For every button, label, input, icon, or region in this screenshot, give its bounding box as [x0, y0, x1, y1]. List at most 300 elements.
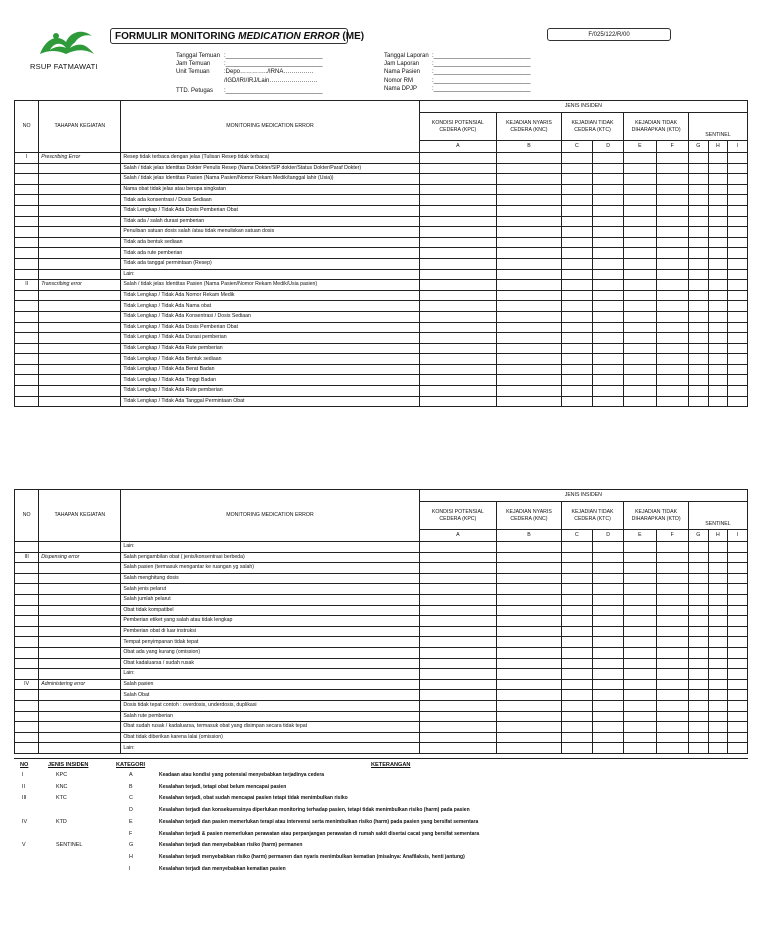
check-cell[interactable]	[656, 658, 688, 669]
check-cell[interactable]	[593, 290, 624, 301]
check-cell[interactable]	[688, 311, 708, 322]
check-cell[interactable]	[419, 647, 496, 658]
check-cell[interactable]	[497, 563, 562, 574]
check-cell[interactable]	[688, 711, 708, 722]
check-cell[interactable]	[708, 396, 728, 407]
check-cell[interactable]	[688, 269, 708, 280]
check-cell[interactable]	[688, 679, 708, 690]
check-cell[interactable]	[728, 364, 748, 375]
check-cell[interactable]	[624, 205, 656, 216]
check-cell[interactable]	[497, 552, 562, 563]
check-cell[interactable]	[688, 552, 708, 563]
check-cell[interactable]	[728, 227, 748, 238]
check-cell[interactable]	[624, 290, 656, 301]
check-cell[interactable]	[497, 195, 562, 206]
check-cell[interactable]	[624, 248, 656, 259]
check-cell[interactable]	[561, 153, 592, 164]
check-cell[interactable]	[593, 184, 624, 195]
check-cell[interactable]	[656, 605, 688, 616]
check-cell[interactable]	[593, 626, 624, 637]
check-cell[interactable]	[728, 658, 748, 669]
check-cell[interactable]	[708, 301, 728, 312]
check-cell[interactable]	[688, 322, 708, 333]
check-cell[interactable]	[561, 184, 592, 195]
check-cell[interactable]	[593, 153, 624, 164]
check-cell[interactable]	[728, 679, 748, 690]
check-cell[interactable]	[728, 594, 748, 605]
check-cell[interactable]	[593, 573, 624, 584]
check-cell[interactable]	[688, 616, 708, 627]
check-cell[interactable]	[656, 343, 688, 354]
check-cell[interactable]	[656, 227, 688, 238]
check-cell[interactable]	[419, 732, 496, 743]
check-cell[interactable]	[624, 333, 656, 344]
check-cell[interactable]	[624, 679, 656, 690]
check-cell[interactable]	[561, 563, 592, 574]
check-cell[interactable]	[593, 364, 624, 375]
check-cell[interactable]	[497, 637, 562, 648]
check-cell[interactable]	[593, 269, 624, 280]
check-cell[interactable]	[497, 679, 562, 690]
check-cell[interactable]	[419, 584, 496, 595]
check-cell[interactable]	[497, 354, 562, 365]
check-cell[interactable]	[593, 616, 624, 627]
check-cell[interactable]	[593, 322, 624, 333]
check-cell[interactable]	[688, 227, 708, 238]
check-cell[interactable]	[419, 637, 496, 648]
check-cell[interactable]	[688, 573, 708, 584]
check-cell[interactable]	[624, 269, 656, 280]
check-cell[interactable]	[624, 573, 656, 584]
check-cell[interactable]	[497, 163, 562, 174]
check-cell[interactable]	[561, 647, 592, 658]
check-cell[interactable]	[419, 669, 496, 680]
check-cell[interactable]	[624, 700, 656, 711]
check-cell[interactable]	[593, 227, 624, 238]
check-cell[interactable]	[624, 174, 656, 185]
check-cell[interactable]	[561, 333, 592, 344]
check-cell[interactable]	[419, 386, 496, 397]
check-cell[interactable]	[708, 722, 728, 733]
check-cell[interactable]	[688, 343, 708, 354]
check-cell[interactable]	[656, 311, 688, 322]
check-cell[interactable]	[497, 248, 562, 259]
check-cell[interactable]	[688, 195, 708, 206]
check-cell[interactable]	[624, 163, 656, 174]
check-cell[interactable]	[624, 301, 656, 312]
check-cell[interactable]	[656, 216, 688, 227]
check-cell[interactable]	[688, 732, 708, 743]
check-cell[interactable]	[561, 258, 592, 269]
check-cell[interactable]	[728, 396, 748, 407]
check-cell[interactable]	[688, 301, 708, 312]
check-cell[interactable]	[708, 584, 728, 595]
check-cell[interactable]	[656, 205, 688, 216]
check-cell[interactable]	[497, 386, 562, 397]
check-cell[interactable]	[624, 354, 656, 365]
check-cell[interactable]	[419, 743, 496, 754]
check-cell[interactable]	[728, 375, 748, 386]
check-cell[interactable]	[656, 542, 688, 553]
check-cell[interactable]	[497, 542, 562, 553]
check-cell[interactable]	[593, 386, 624, 397]
check-cell[interactable]	[728, 732, 748, 743]
check-cell[interactable]	[708, 184, 728, 195]
check-cell[interactable]	[656, 258, 688, 269]
check-cell[interactable]	[656, 184, 688, 195]
check-cell[interactable]	[593, 542, 624, 553]
check-cell[interactable]	[419, 205, 496, 216]
check-cell[interactable]	[497, 626, 562, 637]
check-cell[interactable]	[624, 311, 656, 322]
check-cell[interactable]	[688, 542, 708, 553]
check-cell[interactable]	[688, 647, 708, 658]
check-cell[interactable]	[624, 722, 656, 733]
check-cell[interactable]	[656, 375, 688, 386]
check-cell[interactable]	[593, 333, 624, 344]
check-cell[interactable]	[624, 563, 656, 574]
check-cell[interactable]	[624, 616, 656, 627]
check-cell[interactable]	[419, 700, 496, 711]
check-cell[interactable]	[708, 552, 728, 563]
check-cell[interactable]	[728, 301, 748, 312]
check-cell[interactable]	[561, 290, 592, 301]
check-cell[interactable]	[708, 153, 728, 164]
check-cell[interactable]	[497, 258, 562, 269]
check-cell[interactable]	[561, 732, 592, 743]
check-cell[interactable]	[728, 616, 748, 627]
check-cell[interactable]	[593, 605, 624, 616]
check-cell[interactable]	[593, 647, 624, 658]
check-cell[interactable]	[728, 354, 748, 365]
check-cell[interactable]	[656, 290, 688, 301]
check-cell[interactable]	[688, 626, 708, 637]
check-cell[interactable]	[708, 669, 728, 680]
check-cell[interactable]	[624, 153, 656, 164]
check-cell[interactable]	[656, 669, 688, 680]
check-cell[interactable]	[561, 216, 592, 227]
check-cell[interactable]	[708, 711, 728, 722]
check-cell[interactable]	[497, 743, 562, 754]
check-cell[interactable]	[561, 679, 592, 690]
check-cell[interactable]	[708, 269, 728, 280]
check-cell[interactable]	[656, 269, 688, 280]
check-cell[interactable]	[688, 364, 708, 375]
check-cell[interactable]	[624, 552, 656, 563]
check-cell[interactable]	[419, 333, 496, 344]
check-cell[interactable]	[419, 216, 496, 227]
check-cell[interactable]	[593, 301, 624, 312]
check-cell[interactable]	[708, 354, 728, 365]
check-cell[interactable]	[593, 237, 624, 248]
check-cell[interactable]	[688, 722, 708, 733]
check-cell[interactable]	[656, 637, 688, 648]
check-cell[interactable]	[656, 700, 688, 711]
check-cell[interactable]	[624, 647, 656, 658]
check-cell[interactable]	[419, 280, 496, 291]
check-cell[interactable]	[708, 743, 728, 754]
check-cell[interactable]	[708, 594, 728, 605]
check-cell[interactable]	[728, 237, 748, 248]
check-cell[interactable]	[728, 711, 748, 722]
check-cell[interactable]	[728, 542, 748, 553]
check-cell[interactable]	[708, 679, 728, 690]
check-cell[interactable]	[419, 322, 496, 333]
check-cell[interactable]	[593, 258, 624, 269]
check-cell[interactable]	[624, 375, 656, 386]
check-cell[interactable]	[688, 563, 708, 574]
check-cell[interactable]	[728, 258, 748, 269]
check-cell[interactable]	[624, 732, 656, 743]
check-cell[interactable]	[561, 269, 592, 280]
check-cell[interactable]	[419, 153, 496, 164]
check-cell[interactable]	[497, 584, 562, 595]
check-cell[interactable]	[497, 573, 562, 584]
check-cell[interactable]	[728, 743, 748, 754]
check-cell[interactable]	[497, 396, 562, 407]
check-cell[interactable]	[419, 679, 496, 690]
check-cell[interactable]	[561, 364, 592, 375]
check-cell[interactable]	[728, 216, 748, 227]
check-cell[interactable]	[656, 573, 688, 584]
check-cell[interactable]	[708, 258, 728, 269]
check-cell[interactable]	[688, 280, 708, 291]
check-cell[interactable]	[561, 227, 592, 238]
check-cell[interactable]	[728, 637, 748, 648]
check-cell[interactable]	[419, 269, 496, 280]
check-cell[interactable]	[708, 637, 728, 648]
check-cell[interactable]	[497, 216, 562, 227]
check-cell[interactable]	[593, 205, 624, 216]
check-cell[interactable]	[708, 605, 728, 616]
check-cell[interactable]	[708, 563, 728, 574]
check-cell[interactable]	[688, 205, 708, 216]
check-cell[interactable]	[561, 375, 592, 386]
check-cell[interactable]	[624, 227, 656, 238]
check-cell[interactable]	[624, 637, 656, 648]
check-cell[interactable]	[656, 248, 688, 259]
check-cell[interactable]	[688, 637, 708, 648]
check-cell[interactable]	[656, 711, 688, 722]
check-cell[interactable]	[728, 584, 748, 595]
check-cell[interactable]	[656, 584, 688, 595]
check-cell[interactable]	[497, 205, 562, 216]
check-cell[interactable]	[497, 269, 562, 280]
check-cell[interactable]	[497, 343, 562, 354]
check-cell[interactable]	[561, 542, 592, 553]
check-cell[interactable]	[708, 205, 728, 216]
check-cell[interactable]	[593, 248, 624, 259]
check-cell[interactable]	[561, 322, 592, 333]
check-cell[interactable]	[561, 354, 592, 365]
check-cell[interactable]	[497, 375, 562, 386]
check-cell[interactable]	[688, 153, 708, 164]
check-cell[interactable]	[728, 647, 748, 658]
check-cell[interactable]	[419, 184, 496, 195]
check-cell[interactable]	[419, 722, 496, 733]
check-cell[interactable]	[656, 563, 688, 574]
check-cell[interactable]	[656, 174, 688, 185]
check-cell[interactable]	[419, 195, 496, 206]
check-cell[interactable]	[419, 258, 496, 269]
check-cell[interactable]	[624, 216, 656, 227]
check-cell[interactable]	[497, 237, 562, 248]
check-cell[interactable]	[497, 364, 562, 375]
check-cell[interactable]	[728, 311, 748, 322]
check-cell[interactable]	[656, 354, 688, 365]
check-cell[interactable]	[688, 594, 708, 605]
check-cell[interactable]	[561, 163, 592, 174]
check-cell[interactable]	[419, 375, 496, 386]
check-cell[interactable]	[708, 216, 728, 227]
check-cell[interactable]	[728, 386, 748, 397]
check-cell[interactable]	[593, 375, 624, 386]
check-cell[interactable]	[656, 301, 688, 312]
check-cell[interactable]	[708, 248, 728, 259]
check-cell[interactable]	[656, 626, 688, 637]
check-cell[interactable]	[593, 722, 624, 733]
check-cell[interactable]	[497, 658, 562, 669]
check-cell[interactable]	[419, 658, 496, 669]
check-cell[interactable]	[593, 637, 624, 648]
check-cell[interactable]	[593, 311, 624, 322]
check-cell[interactable]	[688, 248, 708, 259]
check-cell[interactable]	[561, 205, 592, 216]
check-cell[interactable]	[593, 552, 624, 563]
check-cell[interactable]	[497, 301, 562, 312]
check-cell[interactable]	[728, 690, 748, 701]
check-cell[interactable]	[656, 679, 688, 690]
check-cell[interactable]	[497, 605, 562, 616]
check-cell[interactable]	[419, 605, 496, 616]
check-cell[interactable]	[656, 364, 688, 375]
check-cell[interactable]	[728, 700, 748, 711]
check-cell[interactable]	[728, 184, 748, 195]
check-cell[interactable]	[624, 690, 656, 701]
check-cell[interactable]	[656, 195, 688, 206]
check-cell[interactable]	[728, 163, 748, 174]
check-cell[interactable]	[593, 280, 624, 291]
check-cell[interactable]	[497, 311, 562, 322]
check-cell[interactable]	[561, 248, 592, 259]
check-cell[interactable]	[624, 280, 656, 291]
check-cell[interactable]	[708, 174, 728, 185]
check-cell[interactable]	[624, 605, 656, 616]
check-cell[interactable]	[419, 552, 496, 563]
check-cell[interactable]	[708, 364, 728, 375]
check-cell[interactable]	[561, 174, 592, 185]
check-cell[interactable]	[497, 616, 562, 627]
check-cell[interactable]	[624, 237, 656, 248]
check-cell[interactable]	[419, 563, 496, 574]
check-cell[interactable]	[497, 722, 562, 733]
check-cell[interactable]	[497, 711, 562, 722]
check-cell[interactable]	[624, 396, 656, 407]
check-cell[interactable]	[593, 700, 624, 711]
check-cell[interactable]	[497, 280, 562, 291]
check-cell[interactable]	[624, 669, 656, 680]
check-cell[interactable]	[419, 364, 496, 375]
check-cell[interactable]	[656, 647, 688, 658]
check-cell[interactable]	[688, 743, 708, 754]
check-cell[interactable]	[497, 333, 562, 344]
check-cell[interactable]	[688, 690, 708, 701]
check-cell[interactable]	[624, 711, 656, 722]
check-cell[interactable]	[656, 616, 688, 627]
check-cell[interactable]	[561, 573, 592, 584]
check-cell[interactable]	[708, 647, 728, 658]
check-cell[interactable]	[624, 386, 656, 397]
check-cell[interactable]	[419, 174, 496, 185]
check-cell[interactable]	[419, 626, 496, 637]
check-cell[interactable]	[624, 343, 656, 354]
check-cell[interactable]	[728, 248, 748, 259]
check-cell[interactable]	[593, 343, 624, 354]
check-cell[interactable]	[708, 626, 728, 637]
check-cell[interactable]	[593, 396, 624, 407]
check-cell[interactable]	[708, 333, 728, 344]
check-cell[interactable]	[708, 700, 728, 711]
check-cell[interactable]	[688, 216, 708, 227]
check-cell[interactable]	[688, 184, 708, 195]
check-cell[interactable]	[593, 563, 624, 574]
check-cell[interactable]	[624, 658, 656, 669]
check-cell[interactable]	[561, 280, 592, 291]
check-cell[interactable]	[561, 396, 592, 407]
check-cell[interactable]	[419, 290, 496, 301]
check-cell[interactable]	[561, 722, 592, 733]
check-cell[interactable]	[708, 573, 728, 584]
check-cell[interactable]	[419, 542, 496, 553]
check-cell[interactable]	[561, 237, 592, 248]
check-cell[interactable]	[419, 301, 496, 312]
check-cell[interactable]	[656, 386, 688, 397]
check-cell[interactable]	[728, 153, 748, 164]
check-cell[interactable]	[593, 658, 624, 669]
check-cell[interactable]	[708, 343, 728, 354]
check-cell[interactable]	[728, 669, 748, 680]
check-cell[interactable]	[656, 153, 688, 164]
check-cell[interactable]	[419, 248, 496, 259]
check-cell[interactable]	[688, 237, 708, 248]
check-cell[interactable]	[419, 396, 496, 407]
check-cell[interactable]	[419, 594, 496, 605]
check-cell[interactable]	[561, 626, 592, 637]
check-cell[interactable]	[728, 573, 748, 584]
check-cell[interactable]	[561, 301, 592, 312]
check-cell[interactable]	[688, 605, 708, 616]
check-cell[interactable]	[728, 269, 748, 280]
check-cell[interactable]	[688, 354, 708, 365]
check-cell[interactable]	[708, 386, 728, 397]
check-cell[interactable]	[688, 174, 708, 185]
check-cell[interactable]	[419, 163, 496, 174]
check-cell[interactable]	[497, 184, 562, 195]
check-cell[interactable]	[593, 679, 624, 690]
check-cell[interactable]	[728, 205, 748, 216]
check-cell[interactable]	[728, 552, 748, 563]
check-cell[interactable]	[708, 616, 728, 627]
check-cell[interactable]	[656, 594, 688, 605]
check-cell[interactable]	[728, 605, 748, 616]
check-cell[interactable]	[728, 322, 748, 333]
check-cell[interactable]	[624, 322, 656, 333]
check-cell[interactable]	[624, 258, 656, 269]
check-cell[interactable]	[728, 290, 748, 301]
check-cell[interactable]	[728, 343, 748, 354]
check-cell[interactable]	[708, 195, 728, 206]
check-cell[interactable]	[561, 637, 592, 648]
